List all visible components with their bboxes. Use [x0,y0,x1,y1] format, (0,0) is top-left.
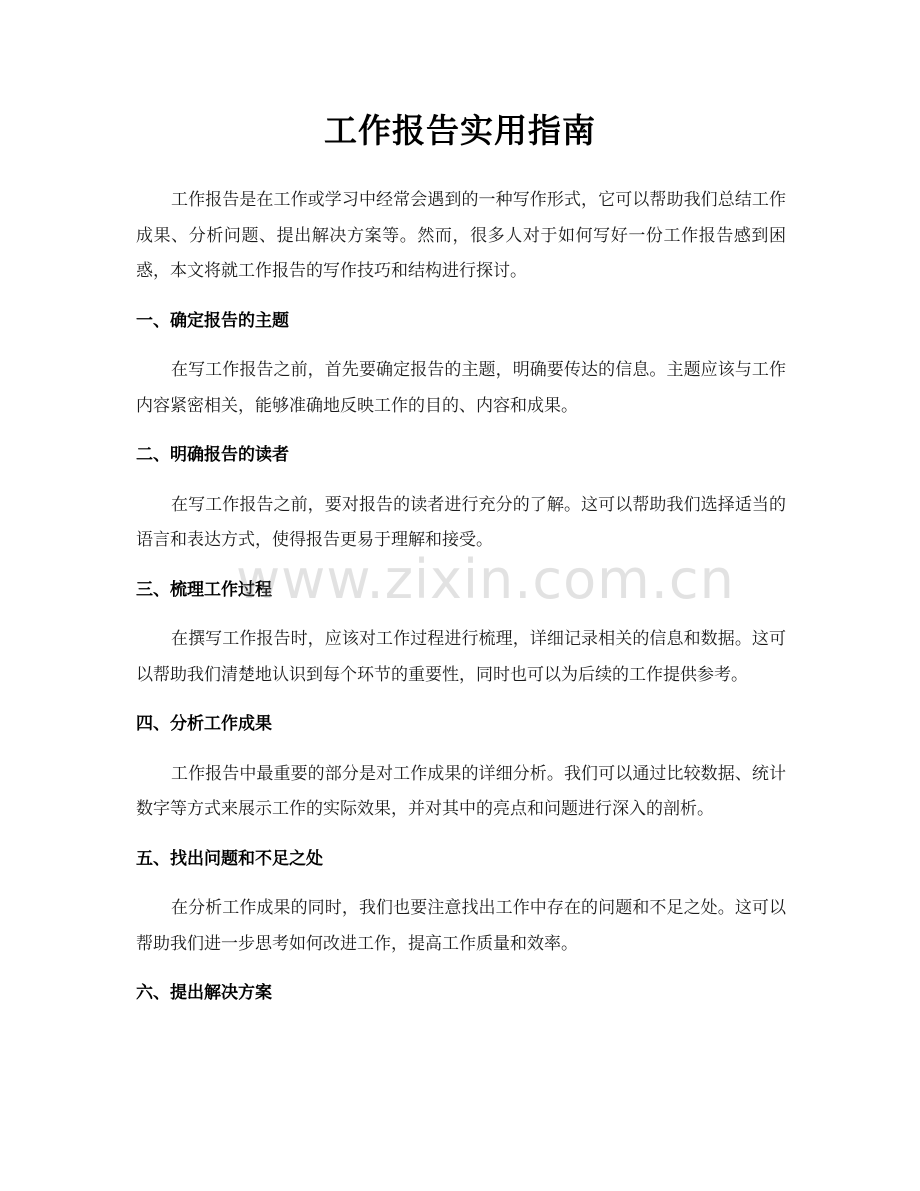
section-paragraph-4: 工作报告中最重要的部分是对工作成果的详细分析。我们可以通过比较数据、统计数字等方式来展示工作的实际效果，并对其中的亮点和问题进行深入的剖析。 [136,763,786,819]
section-paragraph-2: 在写工作报告之前，要对报告的读者进行充分的了解。这可以帮助我们选择适当的语言和表达方式，使得报告更易于理解和接受。 [136,494,786,550]
section-heading-3: 三、梳理工作过程 [136,579,272,600]
intro-paragraph: 工作报告是在工作或学习中经常会遇到的一种写作形式，它可以帮助我们总结工作成果、分析问题、提出解决方案等。然而，很多人对于如何写好一份工作报告感到困惑，本文将就工作报告的写作技巧和结构进行探讨。 [136,190,786,281]
section-heading-1: 一、确定报告的主题 [136,310,289,331]
section-heading-2: 二、明确报告的读者 [136,445,289,465]
section-paragraph-3: 在撰写工作报告时，应该对工作过程进行梳理，详细记录相关的信息和数据。这可以帮助我们清楚地认识到每个环节的重要性，同时也可以为后续的工作提供参考。 [136,629,786,685]
document-title: 工作报告实用指南 [324,111,596,150]
section-heading-4: 四、分析工作成果 [136,714,272,734]
section-paragraph-5: 在分析工作成果的同时，我们也要注意找出工作中存在的问题和不足之处。这可以帮助我们进一步思考如何改进工作，提高工作质量和效率。 [136,898,786,954]
watermark: www.zixin.com.cn [236,548,735,611]
section-heading-6: 六、提出解决方案 [136,983,272,1003]
section-paragraph-1: 在写工作报告之前，首先要确定报告的主题，明确要传达的信息。主题应该与工作内容紧密相关，能够准确地反映工作的目的、内容和成果。 [136,360,786,416]
section-heading-5: 五、找出问题和不足之处 [136,848,323,869]
document-body [136,183,786,1012]
